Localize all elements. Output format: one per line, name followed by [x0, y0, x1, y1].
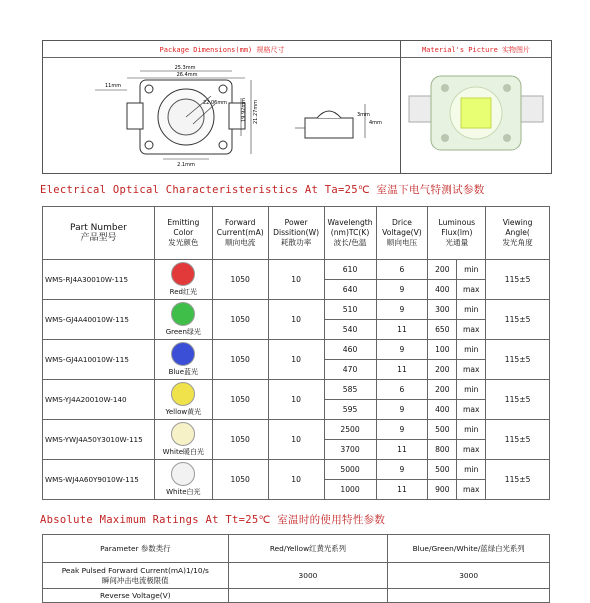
emitting-color: [154, 340, 212, 380]
package-drawing: [43, 58, 401, 172]
part-number: WMS-GJ4A10010W-115: [43, 340, 155, 380]
viewing-angle: 115±5: [486, 340, 550, 380]
flux-limit: min: [457, 340, 486, 360]
flux: 900: [428, 480, 457, 500]
color-label: Green绿光: [165, 328, 201, 336]
wavelength: 5000: [324, 460, 376, 480]
abs-param: Reverse Voltage(V): [43, 589, 229, 603]
color-swatch: [171, 422, 195, 446]
abs-param: Peak Pulsed Forward Current(mA)1/10/s 瞬间冲击电流极限值: [43, 563, 229, 589]
wavelength: 585: [324, 380, 376, 400]
voltage: 6: [376, 260, 428, 280]
color-swatch: [171, 262, 195, 286]
flux: 800: [428, 440, 457, 460]
electrical-title: Electrical Optical Characteristeristics At Ta=25℃ 室温下电气特测试参数: [40, 184, 485, 196]
voltage: 9: [376, 420, 428, 440]
col-header-current: Forward Current(mA) 顺向电流: [212, 207, 268, 260]
voltage: 9: [376, 460, 428, 480]
part-number: WMS-WJ4A60Y9010W-115: [43, 460, 155, 500]
color-swatch: [171, 462, 195, 486]
emitting-color: [154, 260, 212, 300]
dim-label: 3mm: [357, 112, 370, 118]
flux-limit: max: [457, 360, 486, 380]
flux: 200: [428, 360, 457, 380]
led-photo: [401, 58, 551, 172]
dim-label: 21.27mm: [253, 99, 259, 124]
table-row: [43, 340, 550, 360]
material-header: Material's Picture 实物图片: [421, 46, 531, 54]
part-number: WMS-RJ4A30010W-115: [43, 260, 155, 300]
color-swatch: [171, 302, 195, 326]
flux-limit: min: [457, 380, 486, 400]
color-label: White白光: [166, 488, 201, 496]
table-row: [43, 420, 550, 440]
color-swatch: [171, 382, 195, 406]
color-label: White暖白光: [162, 448, 204, 456]
dim-label: 11mm: [105, 83, 122, 89]
voltage: 11: [376, 440, 428, 460]
table-row: [43, 460, 550, 480]
flux: 200: [428, 260, 457, 280]
abs-header-param: Parameter 参数类行: [43, 535, 229, 563]
voltage: 6: [376, 380, 428, 400]
voltage: 9: [376, 280, 428, 300]
color-label: Yellow黄光: [165, 408, 202, 416]
abs-value: 3000: [228, 563, 388, 589]
absolute-table: [42, 534, 550, 603]
power: 10: [268, 260, 324, 300]
wavelength: 470: [324, 360, 376, 380]
viewing-angle: 115±5: [486, 420, 550, 460]
flux-limit: min: [457, 460, 486, 480]
flux: 500: [428, 460, 457, 480]
flux: 300: [428, 300, 457, 320]
flux: 400: [428, 400, 457, 420]
color-label: Blue蓝光: [168, 368, 199, 376]
flux-limit: min: [457, 420, 486, 440]
color-label: Red红光: [169, 288, 197, 296]
package-panel: [42, 40, 402, 174]
abs-value: 3000: [388, 563, 550, 589]
power: 10: [268, 300, 324, 340]
col-header-power: Power Dissition(W) 耗散功率: [268, 207, 324, 260]
power: 10: [268, 420, 324, 460]
wavelength: 510: [324, 300, 376, 320]
voltage: 9: [376, 400, 428, 420]
table-row: [43, 300, 550, 320]
power: 10: [268, 460, 324, 500]
forward-current: 1050: [212, 300, 268, 340]
wavelength: 460: [324, 340, 376, 360]
dim-label: 19.92mm: [241, 97, 247, 122]
voltage: 9: [376, 340, 428, 360]
part-number: WMS-GJ4A40010W-115: [43, 300, 155, 340]
flux: 100: [428, 340, 457, 360]
emitting-color: [154, 420, 212, 460]
forward-current: 1050: [212, 260, 268, 300]
abs-header-red-yellow: Red/Yellow红黄光系列: [228, 535, 388, 563]
wavelength: 3700: [324, 440, 376, 460]
dim-label: 26.4mm: [176, 72, 198, 78]
forward-current: 1050: [212, 380, 268, 420]
table-row: [43, 260, 550, 280]
voltage: 11: [376, 360, 428, 380]
emitting-color: [154, 380, 212, 420]
electrical-table: [42, 206, 550, 500]
flux: 500: [428, 420, 457, 440]
wavelength: 2500: [324, 420, 376, 440]
wavelength: 640: [324, 280, 376, 300]
material-panel: [400, 40, 552, 174]
table-row: [43, 380, 550, 400]
package-header: Package Dimensions(mm) 规格尺寸: [159, 46, 285, 54]
voltage: 11: [376, 480, 428, 500]
power: 10: [268, 340, 324, 380]
col-header-flux: Luminous Flux(lm) 光通量: [428, 207, 486, 260]
viewing-angle: 115±5: [486, 300, 550, 340]
emitting-color: [154, 300, 212, 340]
flux-limit: min: [457, 260, 486, 280]
flux-limit: max: [457, 400, 486, 420]
forward-current: 1050: [212, 340, 268, 380]
col-header-voltage: Drice Voltage(V) 顺向电压: [376, 207, 428, 260]
wavelength: 610: [324, 260, 376, 280]
col-header-wavelength: Wavelength (nm)TC(K) 波长/色温: [324, 207, 376, 260]
abs-header-blue-green-white: Blue/Green/White/蓝绿白光系列: [388, 535, 550, 563]
flux: 650: [428, 320, 457, 340]
flux-limit: min: [457, 300, 486, 320]
part-number: WMS-YWJ4A50Y3010W-115: [43, 420, 155, 460]
flux-limit: max: [457, 440, 486, 460]
forward-current: 1050: [212, 460, 268, 500]
forward-current: 1050: [212, 420, 268, 460]
flux-limit: max: [457, 280, 486, 300]
col-header-color: Emitting Color 发光颜色: [154, 207, 212, 260]
dim-label: 25.3mm: [174, 65, 196, 71]
power: 10: [268, 380, 324, 420]
abs-value: [388, 589, 550, 603]
flux: 200: [428, 380, 457, 400]
viewing-angle: 115±5: [486, 460, 550, 500]
dim-label: 4mm: [369, 120, 382, 126]
col-header-part: Part Number 产品型号: [43, 207, 155, 260]
viewing-angle: 115±5: [486, 260, 550, 300]
dim-label: 2.1mm: [177, 162, 195, 168]
dim-label: 22.06mm: [203, 100, 228, 106]
abs-value: [228, 589, 388, 603]
voltage: 9: [376, 300, 428, 320]
flux-limit: max: [457, 320, 486, 340]
voltage: 11: [376, 320, 428, 340]
color-swatch: [171, 342, 195, 366]
emitting-color: [154, 460, 212, 500]
col-header-angle: Viewing Angle( 发光角度: [486, 207, 550, 260]
viewing-angle: 115±5: [486, 380, 550, 420]
wavelength: 1000: [324, 480, 376, 500]
part-number: WMS-YJ4A20010W-140: [43, 380, 155, 420]
absolute-title: Absolute Maximum Ratings At Tt=25℃ 室温时的使用特性参数: [40, 514, 386, 526]
wavelength: 595: [324, 400, 376, 420]
wavelength: 540: [324, 320, 376, 340]
flux: 400: [428, 280, 457, 300]
flux-limit: max: [457, 480, 486, 500]
